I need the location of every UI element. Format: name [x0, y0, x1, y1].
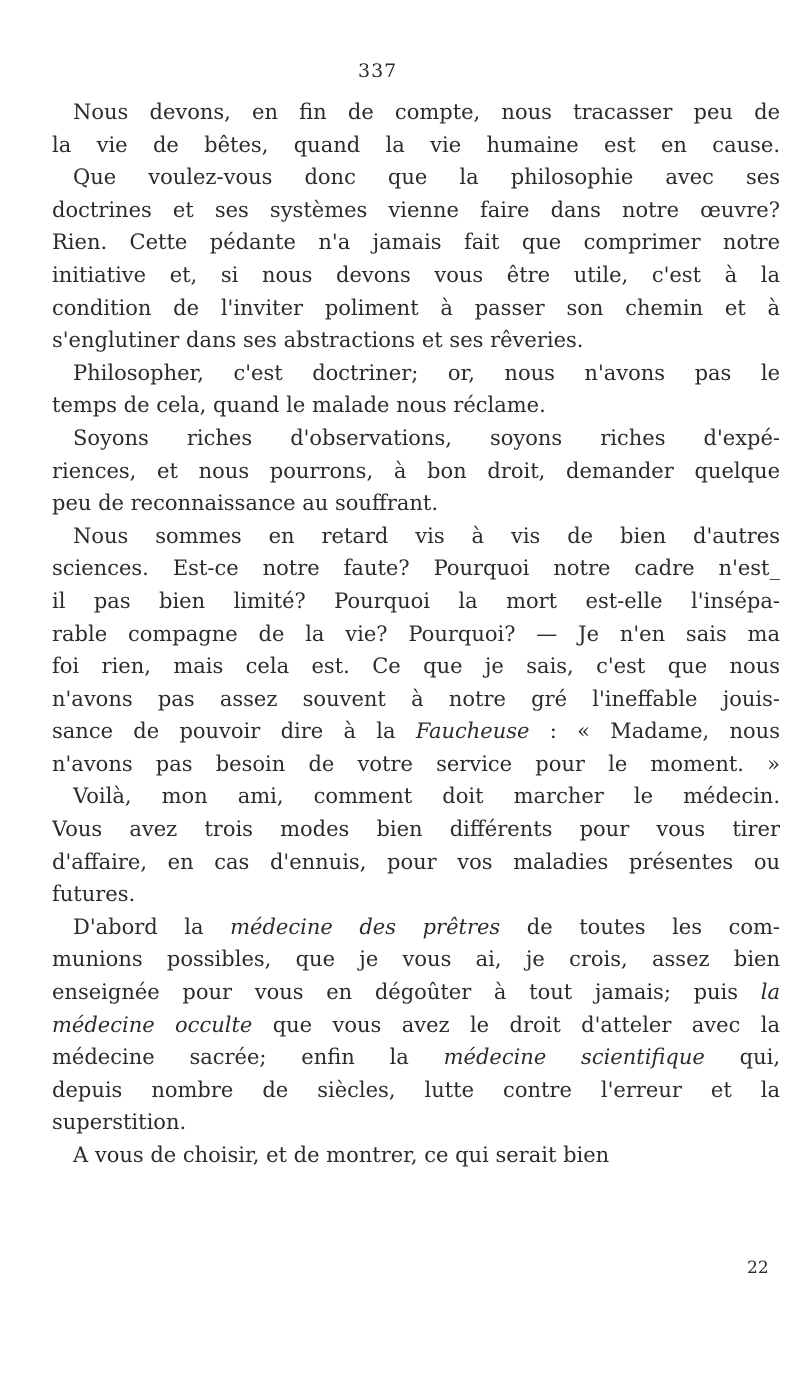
text-line: temps de cela, quand le malade nous réclame. — [52, 393, 546, 418]
text-line: il pas bien limité? Pourquoi la mort est-elle l'insépa- — [52, 588, 780, 613]
text-line: n'avons pas besoin de votre service pour le moment. » — [52, 751, 780, 776]
text-segment: de toutes les com- — [500, 914, 780, 939]
text-line: peu de reconnaissance au souffrant. — [52, 491, 439, 516]
text-segment: sance de pouvoir dire à la — [52, 719, 396, 744]
text-segment: enseignée pour vous en dégoûter à tout jamais; puis — [52, 980, 761, 1005]
text-line: foi rien, mais cela est. Ce que je sais, c'est que nous — [52, 654, 780, 679]
text-segment: D'abord la — [73, 914, 231, 939]
italic-term: la — [760, 980, 780, 1005]
italic-term: médecine scientifique — [443, 1045, 705, 1070]
text-line: condition de l'inviter poliment à passer son chemin et à — [52, 295, 780, 320]
text-line: doctrines et ses systèmes vienne faire dans notre œuvre? — [52, 197, 780, 222]
text-line: Soyons riches d'observations, soyons riches d'expé- — [73, 425, 780, 450]
text-line: Voilà, mon ami, comment doit marcher le médecin. — [73, 784, 780, 809]
text-line: rable compagne de la vie? Pourquoi? — Je n'en sais ma — [52, 621, 780, 646]
page-number: 337 — [358, 60, 398, 82]
text-line: A vous de choisir, et de montrer, ce qui serait bien — [73, 1143, 610, 1167]
text-line — [52, 1009, 780, 1042]
text-line: Que voulez-vous donc que la philosophie avec ses — [73, 165, 780, 190]
text-line: sciences. Est-ce notre faute? Pourquoi notre cadre n'est_ — [52, 556, 780, 581]
text-line: Nous sommes en retard vis à vis de bien d'autres — [73, 523, 780, 548]
signature-mark: 22 — [747, 1258, 769, 1278]
italic-term: médecine occulte — [52, 1012, 253, 1037]
text-line: s'englutiner dans ses abstractions et ses rêveries. — [52, 328, 584, 353]
italic-term: Faucheuse — [415, 719, 530, 744]
body-text — [52, 96, 780, 1172]
text-line: Rien. Cette pédante n'a jamais fait que comprimer notre — [52, 230, 780, 255]
text-line: Philosopher, c'est doctriner; or, nous n'avons pas le — [73, 360, 780, 385]
text-line: superstition. — [52, 1110, 187, 1135]
text-line: riences, et nous pourrons, à bon droit, demander quelque — [52, 458, 780, 483]
text-line — [52, 1041, 780, 1074]
text-segment: qui, — [704, 1045, 780, 1070]
text-segment: que vous avez le droit d'atteler avec la — [252, 1012, 780, 1037]
text-segment: : « Madame, nous — [529, 719, 780, 744]
text-line — [52, 911, 780, 944]
text-line: n'avons pas assez souvent à notre gré l'ineffable jouis- — [52, 686, 780, 711]
text-line: futures. — [52, 882, 136, 907]
text-segment: médecine sacrée; enfin la — [52, 1045, 444, 1070]
text-line: munions possibles, que je vous ai, je crois, assez bien — [52, 947, 780, 972]
text-line — [52, 715, 780, 748]
text-line — [52, 976, 780, 1009]
text-line: depuis nombre de siècles, lutte contre l'erreur et la — [52, 1077, 780, 1102]
text-line: Vous avez trois modes bien différents pour vous tirer — [52, 817, 780, 842]
text-line: la vie de bêtes, quand la vie humaine est en cause. — [52, 132, 780, 157]
text-line: d'affaire, en cas d'ennuis, pour vos maladies présentes ou — [52, 849, 780, 874]
text-line: initiative et, si nous devons vous être utile, c'est à la — [52, 262, 780, 287]
text-line: Nous devons, en fin de compte, nous tracasser peu de — [73, 100, 780, 124]
italic-term: médecine des prêtres — [230, 914, 501, 939]
